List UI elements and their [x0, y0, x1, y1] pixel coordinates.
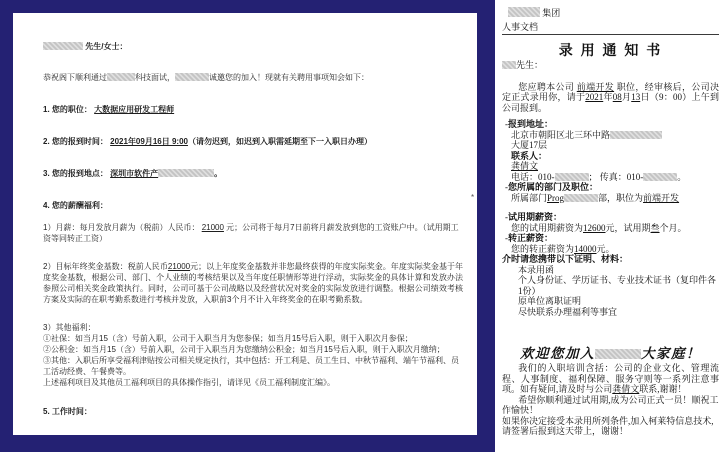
right-report-month: 08 [612, 92, 622, 102]
right-material-certificates: 个人身份证、学历证书、专业技术证书（复印件各1份） [518, 275, 717, 296]
redacted-company-name [107, 73, 135, 81]
right-formal-salary-line [511, 244, 719, 255]
right-org-line [508, 7, 719, 19]
right-trial-salary-label: 试用期薪资： [508, 212, 563, 222]
left-benefit-housing-fund: ②公积金：如当月15（含）号前入职，公司于入职当月为您缴纳公积金；如当月15号后入职，则于入职次月缴纳； [43, 345, 445, 354]
right-final-paragraph: 如果你决定接受本录用所列条件,加入柯莱特信息技术,请签署后报到这天带上，谢谢！ [502, 415, 714, 436]
right-welcome-b: 大家庭！ [641, 346, 701, 361]
stray-asterisk: * [471, 193, 475, 202]
right-trial-months: 叁 [650, 222, 660, 233]
right-training-contact: 龚倩文 [612, 384, 640, 394]
redacted-company-name-2 [175, 73, 209, 81]
right-report-year: 2021 [585, 92, 604, 102]
right-org-suffix: 集团 [542, 8, 561, 18]
left-report-place-value [110, 169, 214, 178]
left-compensation-label: 4. 您的薪酬福利： [43, 201, 108, 210]
redacted-address [158, 169, 214, 177]
left-greeting-part3: 诚邀您的加入！现就有关聘用事项知会如下： [209, 73, 369, 82]
right-contact-name: 龚倩文 [511, 161, 539, 171]
right-dept-line [511, 193, 719, 204]
right-formal-b: 元。 [596, 243, 615, 254]
redacted-dept-name [564, 194, 598, 202]
offer-letter-left [13, 13, 477, 435]
left-report-time-value: 2021年09月16日 9:00 [110, 137, 188, 146]
left-report-time-note: （请勿迟到，如迟到入职需延期至下一入职日办理） [187, 137, 372, 146]
redacted-company-name-welcome [595, 349, 641, 359]
right-intro-paragraph [502, 82, 719, 114]
left-benefit-others: ③其他：入职后所享受福利津贴按公司相关规定执行，其中包括：开工利是、员工生日、中秋节福利、端午节福利、员工活动经费、午餐费等。 [43, 356, 459, 376]
left-item-report-time [43, 136, 463, 147]
right-trial-salary-line [511, 223, 719, 234]
left-greeting-line [43, 72, 463, 83]
right-training-paragraph [502, 363, 719, 395]
left-bonus-suffix: 元；以上年度奖金基数并非您最终获得的年度实际奖金。年度实际奖金基于年度奖金基数，根据公司、部门、个人业绩的考核结果以及当年度任职情形等进行浮动，实际奖金的具体计算和发放办法参照公司相关奖金政策执行。同时，公司可基于公司战略以及经营状况对奖金的实际发放进行调整。根据公司绩效考核方案及实际的在职考勤系数进行考核并发放，入职前3个月不计入年终奖金的在职考勤系数。 [43, 262, 464, 304]
right-report-day: 13 [631, 92, 641, 102]
left-other-benefits-title: 3）其他福利： [43, 323, 96, 332]
right-year-unit: 年 [603, 92, 613, 102]
right-address-label: 报到地址： [508, 119, 554, 129]
right-fax-prefix: ； 传真：010- [588, 171, 644, 182]
right-phone-suffix: 。 [677, 171, 687, 182]
left-salutation-line [43, 41, 463, 52]
right-trial-a: 您的试用期薪资为 [511, 222, 584, 233]
left-report-place-suffix: 。 [214, 169, 223, 178]
right-salutation-text: 先生： [516, 60, 544, 70]
left-bonus-paragraph [43, 261, 463, 305]
left-item-report-place [43, 168, 463, 179]
right-material-resignation-proof: 原单位离职证明 [518, 296, 582, 306]
redacted-phone-number [555, 173, 589, 181]
right-training-b: 联系,谢谢！ [639, 384, 687, 394]
left-benefit-social-insurance: ①社保：如当月15（含）号前入职，公司于入职当月为您参保；如当月15号后入职，则于入职次月参保； [43, 334, 413, 343]
right-formal-salary-header [505, 233, 719, 244]
left-salary-suffix: 元；公司将于每月7日前将月薪发放到您的工资账户中。（试用期工资等同转正工资） [43, 223, 459, 243]
left-monthly-salary-paragraph [43, 222, 463, 244]
dash-bullet-icon: - [505, 182, 508, 192]
right-dept-section-header [505, 182, 719, 193]
left-report-place-text: 深圳市软件产 [110, 169, 159, 178]
left-working-hours-label: 5. 工作时间： [43, 407, 92, 416]
right-intro-a: 您应聘本公司 [518, 81, 575, 92]
right-letter-title: 录 用 通 知 书 [558, 42, 663, 58]
left-salutation-text: 先生/女士： [85, 42, 128, 51]
right-month-unit: 月 [621, 92, 632, 102]
right-trial-c: 个月。 [659, 222, 687, 233]
right-intro-b: 职位，经审核后，公司决定正式录用你，请于 [502, 81, 719, 102]
right-welcome-a: 欢迎您加入 [520, 346, 595, 361]
offer-letter-right [495, 0, 724, 452]
left-report-place-label: 3. 您的报到地点： [43, 169, 108, 178]
right-welcome-line [502, 346, 719, 361]
left-position-label: 1. 您的职位： [43, 105, 92, 114]
right-material-welfare-note: 尽快联系办理福利等事宜 [518, 306, 618, 317]
left-salary-prefix: 1）月薪：每月发放月薪为（税前）人民币： [43, 223, 200, 232]
right-address-section-header [505, 119, 719, 130]
right-dept-prefix: Prog [547, 192, 565, 203]
dash-bullet-icon: - [505, 212, 508, 222]
right-formal-amount: 14000 [574, 243, 597, 254]
redacted-fax-number [643, 173, 677, 181]
right-material-offer-letter: 本录用函 [518, 264, 555, 275]
right-doc-type-line [502, 22, 719, 36]
right-contact-label: 联系人： [511, 150, 548, 161]
right-training-a: 我们的入职培训含括：公司的企业文化、管理流程、人事制度、福利保障、服务守则等一系列注意事项。如有疑问,请及时与公司 [502, 363, 719, 394]
right-intro-c: 日（9：00）上午到公司报到。 [502, 92, 719, 113]
right-trial-amount: 12600 [583, 222, 606, 233]
redacted-recipient-name-right [502, 61, 516, 69]
right-hope-paragraph: 希望你顺利通过试用期,成为公司正式一员！顺祝工作愉快！ [502, 394, 719, 415]
right-contact-name-line [511, 161, 719, 172]
right-trial-salary-header [505, 212, 719, 223]
right-phone-line [511, 172, 719, 183]
left-other-benefits-block [43, 322, 463, 388]
right-formal-a: 您的转正薪资为 [511, 243, 575, 254]
left-greeting-part1: 恭祝阁下顺利通过 [43, 73, 107, 82]
right-dept-name [547, 193, 598, 203]
right-dept-b: 部，职位为 [598, 192, 644, 203]
right-dept-label: 您所属的部门及职位： [508, 182, 599, 192]
left-item-position [43, 104, 463, 115]
left-greeting-part2: 科技面试， [135, 73, 175, 82]
left-bonus-prefix: 2）目标年终奖金基数：税前人民币 [43, 262, 168, 271]
left-item-compensation [43, 200, 463, 211]
right-phone-prefix: 电话：010- [511, 171, 555, 182]
redacted-street-address [610, 131, 662, 139]
right-materials-header: 介时请您携带以下证明、材料： [502, 254, 629, 264]
redacted-org-logo [508, 7, 540, 17]
right-trial-b: 元，试用期 [605, 222, 651, 233]
dash-bullet-icon: - [505, 233, 508, 243]
left-salary-amount: 21000 [201, 223, 224, 232]
right-intro-position: 前端开发 [576, 81, 615, 92]
right-address-line2: 大厦17层 [511, 140, 548, 150]
right-address-line1 [511, 130, 719, 141]
left-position-value: 大数据应用研发工程师 [94, 105, 175, 114]
right-dept-position: 前端开发 [643, 192, 680, 203]
left-item-working-hours [43, 406, 463, 417]
dash-bullet-icon: - [505, 119, 508, 129]
left-benefit-handbook-note: 上述福利项目及其他员工福利项目的具体操作指引，请详见《员工福利制度汇编》。 [43, 378, 335, 387]
right-doc-type-label: 人事文档 [502, 21, 539, 32]
right-address-city: 北京市朝阳区北三环中路 [511, 129, 611, 140]
left-bonus-amount: 21000 [167, 262, 191, 271]
left-report-time-label: 2. 您的报到时间： [43, 137, 108, 146]
right-dept-a: 所属部门 [511, 192, 548, 203]
right-formal-salary-label: 转正薪资： [508, 233, 554, 243]
redacted-recipient-name [43, 42, 83, 50]
right-salutation-line [502, 60, 719, 71]
